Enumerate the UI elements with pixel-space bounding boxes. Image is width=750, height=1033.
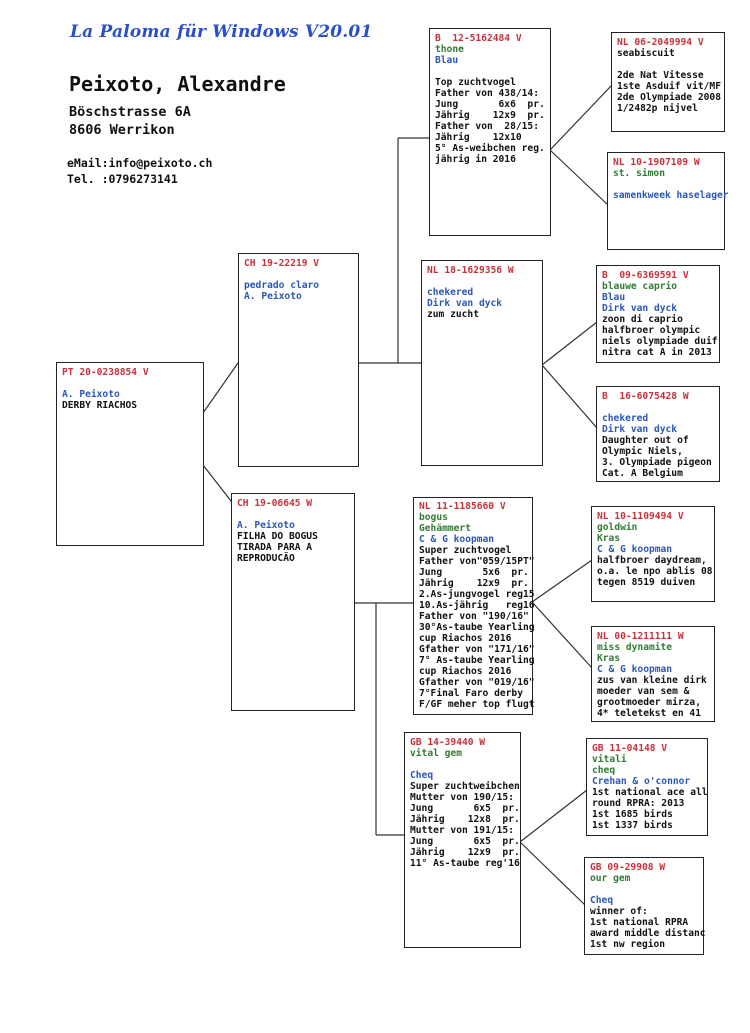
sire-dam-breeder: Dirk van dyck — [427, 298, 503, 309]
owner-street: Böschstrasse 6A — [69, 104, 191, 120]
gen3-note: 4* teletekst en 41 — [597, 708, 701, 719]
gen3-breeder: Dirk van dyck — [602, 303, 678, 314]
dam-sire-breeder: C & G koopman — [419, 534, 495, 545]
gen3-note: Cat. A Belgium — [602, 468, 683, 479]
sire-sire-name: thone — [435, 44, 464, 55]
sire-dam-ring-number: NL 18-1629356 W — [427, 265, 514, 276]
gen3-color: Blau — [602, 292, 626, 303]
dam-sire-note: 2.As-jungvogel reg15 — [419, 589, 535, 600]
dam-sire-ring-number: NL 11-1185660 V — [419, 501, 506, 512]
dam-sire-note: Father von"059/15PT" — [419, 556, 535, 567]
dam-sire-note: Super zuchtvogel — [419, 545, 512, 556]
gen3-ring-number: NL 06-2049994 V — [617, 37, 704, 48]
dam-sire-note: Gfather von "171/16" — [419, 644, 535, 655]
dam-breeder: A. Peixoto — [237, 520, 295, 531]
sire-color: pedrado claro — [244, 280, 320, 291]
sire-sire-note: Father von 28/15: — [435, 121, 539, 132]
dam-sire-card[interactable] — [413, 497, 533, 715]
subject-name: DERBY RIACHOS — [62, 400, 138, 411]
gen3-card-3[interactable] — [596, 265, 720, 363]
owner-name: Peixoto, Alexandre — [69, 72, 286, 96]
dam-sire-note: 7° As-taube Yearling — [419, 655, 535, 666]
dam-sire-color: Gehämmert — [419, 523, 471, 534]
dam-dam-note: Jährig 12x8 pr. — [410, 814, 520, 825]
dam-sire-note: cup Riachos 2016 — [419, 633, 512, 644]
sire-sire-note: Jährig 12x10 — [435, 132, 522, 143]
gen3-name: vitali — [592, 754, 627, 765]
gen3-ring-number: NL 10-1109494 V — [597, 511, 684, 522]
gen3-name: miss dynamite — [597, 642, 673, 653]
sire-sire-note: jährig in 2016 — [435, 154, 516, 165]
gen3-card-5[interactable] — [591, 506, 715, 602]
gen3-breeder: C & G koopman — [597, 544, 673, 555]
sire-dam-color: chekered — [427, 287, 474, 298]
sire-sire-note: Father von 438/14: — [435, 88, 539, 99]
gen3-note: winner of: — [590, 906, 648, 917]
gen3-name: goldwin — [597, 522, 638, 533]
gen3-note: 1ste Asduif vit/MF — [617, 81, 721, 92]
dam-ring-number: CH 19-06645 W — [237, 498, 313, 509]
app-title: La Paloma für Windows V20.01 — [70, 22, 373, 42]
gen3-note: 1st 1337 birds — [592, 820, 673, 831]
gen3-note: halfbroer olympic — [602, 325, 701, 336]
sire-sire-card[interactable] — [429, 28, 551, 236]
dam-sire-note: 10.As-jährig reg16 — [419, 600, 535, 611]
gen3-breeder: Dirk van dyck — [602, 424, 678, 435]
dam-sire-note: 7°Final Faro derby — [419, 688, 523, 699]
gen3-ring-number: B 16-6075428 W — [602, 391, 689, 402]
gen3-color: Kras — [597, 533, 621, 544]
gen3-note: 2de Nat Vitesse — [617, 70, 704, 81]
gen3-card-1[interactable] — [611, 32, 725, 132]
dam-dam-color: Cheq — [410, 770, 434, 781]
gen3-breeder: samenkweek haselager — [613, 190, 729, 201]
gen3-note: 1st 1685 birds — [592, 809, 673, 820]
sire-card[interactable] — [238, 253, 359, 467]
sire-breeder: A. Peixoto — [244, 291, 302, 302]
sire-sire-ring-number: B 12-5162484 V — [435, 33, 522, 44]
gen3-name: blauwe caprio — [602, 281, 678, 292]
dam-dam-card[interactable] — [404, 732, 521, 948]
gen3-note: award middle distanc — [590, 928, 706, 939]
gen3-color: chekered — [602, 413, 649, 424]
gen3-color: cheq — [592, 765, 616, 776]
gen3-name: st. simon — [613, 168, 665, 179]
gen3-ring-number: GB 09-29908 W — [590, 862, 666, 873]
gen3-color: Cheq — [590, 895, 614, 906]
gen3-ring-number: B 09-6369591 V — [602, 270, 689, 281]
gen3-note: Daughter out of — [602, 435, 689, 446]
dam-note: REPRODUCÃO — [237, 553, 295, 564]
gen3-color: Kras — [597, 653, 621, 664]
gen3-note: moeder van sem & — [597, 686, 690, 697]
sire-dam-card[interactable] — [421, 260, 543, 466]
sire-sire-note: Top zuchtvogel — [435, 77, 516, 88]
sire-sire-note: Jährig 12x9 pr. — [435, 110, 545, 121]
gen3-note: grootmoeder mirza, — [597, 697, 701, 708]
dam-dam-note: 11° As-taube reg'16 — [410, 858, 520, 869]
gen3-card-8[interactable] — [584, 857, 704, 955]
sire-sire-note: Jung 6x6 pr. — [435, 99, 545, 110]
subject-pigeon-card[interactable] — [56, 362, 204, 546]
gen3-note: Olympic Niels, — [602, 446, 683, 457]
sire-ring-number: CH 19-22219 V — [244, 258, 320, 269]
gen3-note: 1st national ace all — [592, 787, 708, 798]
gen3-card-6[interactable] — [591, 626, 715, 722]
gen3-note: 1/2482p nijvel — [617, 103, 698, 114]
gen3-note: tegen 8519 duiven — [597, 577, 696, 588]
gen3-card-4[interactable] — [596, 386, 720, 482]
gen3-breeder: C & G koopman — [597, 664, 673, 675]
dam-note: TIRADA PARA A — [237, 542, 313, 553]
gen3-note: 1st national RPRA — [590, 917, 689, 928]
dam-dam-ring-number: GB 14-39440 W — [410, 737, 486, 748]
owner-phone: Tel. :0796273141 — [67, 172, 178, 186]
gen3-note: niels olympiade duif — [602, 336, 718, 347]
gen3-ring-number: NL 00-1211111 W — [597, 631, 684, 642]
gen3-note: round RPRA: 2013 — [592, 798, 685, 809]
dam-sire-note: Father von "190/16" — [419, 611, 529, 622]
gen3-note: halfbroer daydream, — [597, 555, 707, 566]
gen3-note: 3. Olympiade pigeon — [602, 457, 712, 468]
dam-sire-note: Gfather von "019/16" — [419, 677, 535, 688]
gen3-card-2[interactable] — [607, 152, 729, 250]
gen3-card-7[interactable] — [586, 738, 708, 836]
gen3-note: zus van kleine dirk — [597, 675, 707, 686]
dam-dam-note: Jung 6x5 pr. — [410, 803, 520, 814]
dam-note: FILHA DO BOGUS — [237, 531, 318, 542]
subject-ring-number: PT 20-0238854 V — [62, 367, 149, 378]
gen3-note: 1st nw region — [590, 939, 666, 950]
sire-sire-note: 5° As-weibchen reg. — [435, 143, 545, 154]
sire-dam-note: zum zucht — [427, 309, 479, 320]
dam-dam-name: vital gem — [410, 748, 462, 759]
dam-dam-note: Jung 6x5 pr. — [410, 836, 520, 847]
gen3-note: o.a. le npo ablis 08 — [597, 566, 713, 577]
dam-sire-note: Jährig 12x9 pr. — [419, 578, 529, 589]
dam-dam-note: Mutter von 191/15: — [410, 825, 514, 836]
gen3-name: seabiscuit — [617, 48, 675, 59]
dam-sire-note: F/GF meher top flugt — [419, 699, 535, 710]
gen3-note: zoon di caprio — [602, 314, 683, 325]
gen3-breeder: Crehan & o'connor — [592, 776, 691, 787]
owner-email: eMail:info@peixoto.ch — [67, 156, 213, 170]
gen3-note: 2de Olympiade 2008 — [617, 92, 721, 103]
gen3-ring-number: GB 11-04148 V — [592, 743, 668, 754]
sire-sire-color: Blau — [435, 55, 459, 66]
dam-sire-name: bogus — [419, 512, 448, 523]
dam-dam-note: Mutter von 190/15: — [410, 792, 514, 803]
dam-dam-note: Super zuchtweibchen — [410, 781, 520, 792]
dam-dam-note: Jährig 12x9 pr. — [410, 847, 520, 858]
dam-sire-note: cup Riachos 2016 — [419, 666, 512, 677]
owner-city: 8606 Werrikon — [69, 122, 175, 138]
dam-sire-note: Jung 5x6 pr. — [419, 567, 529, 578]
gen3-note: nitra cat A in 2013 — [602, 347, 712, 358]
gen3-name: our gem — [590, 873, 631, 884]
subject-breeder: A. Peixoto — [62, 389, 120, 400]
dam-sire-note: 30°As-taube Yearling — [419, 622, 535, 633]
dam-card[interactable] — [231, 493, 355, 711]
gen3-ring-number: NL 10-1907109 W — [613, 157, 700, 168]
